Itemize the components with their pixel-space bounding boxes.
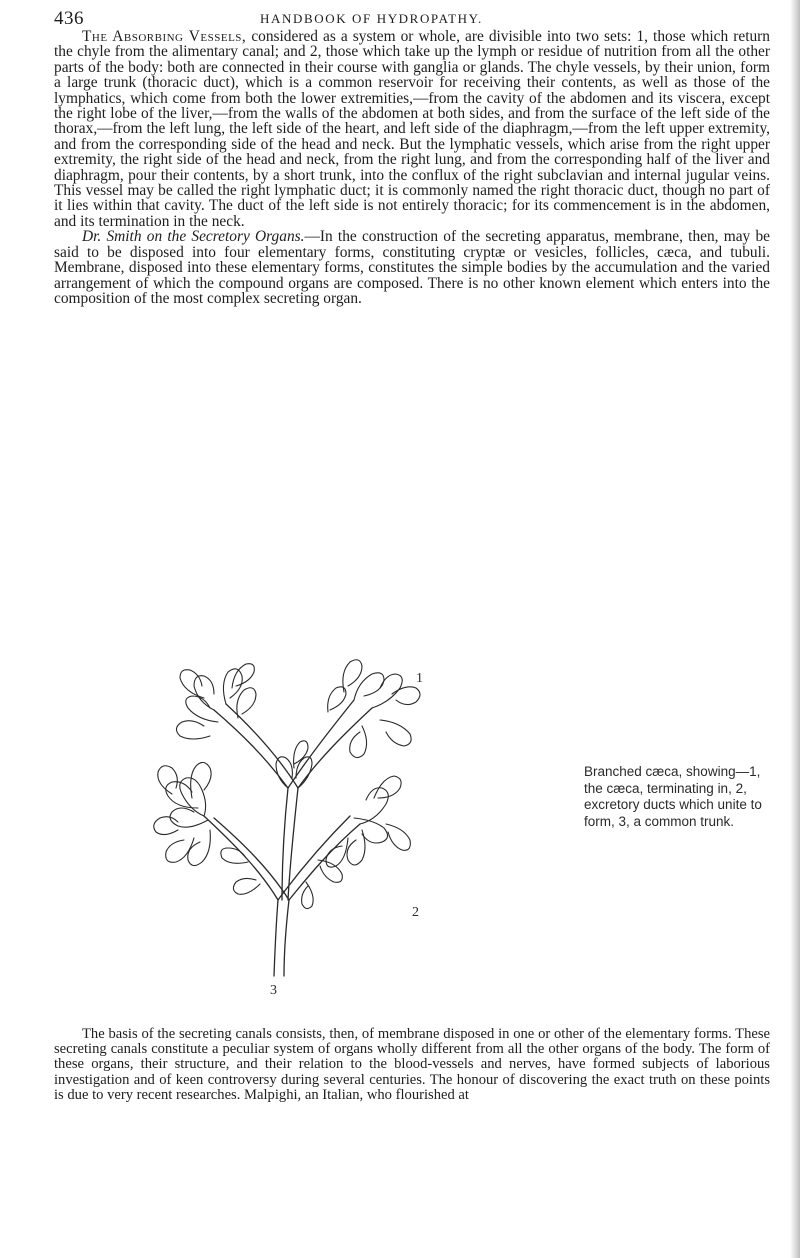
caeca-cluster-left (154, 762, 211, 865)
page-header (54, 6, 770, 28)
page-edge-shadow (790, 0, 800, 1258)
caeca-cluster-top-left (176, 664, 256, 739)
page-number: 436 (54, 8, 84, 29)
common-trunk (274, 900, 289, 976)
paragraph-secreting-canals: The basis of the secreting canals consists, then, of membrane disposed in one or other of the elementary forms. These secreting canals constitute a peculiar system of organs wholly different from all the other organs of the body. The form of these organs, their structure, and their relation to the blood-vessels and nerves, have formed subjects of laborious investigation and of keen controversy during several centuries. The honour of discovering the exact truth on these points is due to very recent researches. Malpighi, an Italian, who flourished at (54, 1026, 770, 1103)
running-head: HANDBOOK OF HYDROPATHY. (260, 11, 483, 26)
excretory-duct-upper-right (288, 700, 372, 788)
paragraph-body: —In the construction of the secreting apparatus, membrane, then, may be said to be disposed into four elementary forms, constituting cryptæ or vesicles, follicles, cæca, and tubuli. Membrane, disposed into these elementary forms, constitutes the simple bodies by the accumulation and the varied arrangement of which the compound organs are composed. There is no other known element which enters into the composition of the most complex secreting organ. (54, 228, 770, 307)
excretory-duct-upper-left (214, 704, 298, 788)
top-text-block (54, 29, 770, 306)
bottom-text-block (54, 1027, 770, 1103)
figure-label-3: 3 (270, 983, 277, 998)
paragraph-lead-italic: Dr. Smith on the Secretory Organs. (82, 228, 305, 246)
paragraph-body: considered as a system or whole, are divisible into two sets: 1, those which return the chyle from the alimentary canal; and 2, those which take up the lymph or residue of nutrition from all the other parts of the body: both are connected in their course with ganglia or glands. The chyle vessels, by their union, form a large trunk (thoracic duct), which is a common reservoir for receiving their contents, as well as those of the lymphatics, which come from both the lower extremities,—from the cavity of the abdomen and its viscera, except the right lobe of the liver,—from the walls of the abdomen at both sides, and from the surface of the left side of the thorax,—from the left lung, the left side of the heart, and left side of the diaphragm,—from the left upper extremity, and from the corresponding side of the head and neck. But the lymphatic vessels, which arise from the right upper extremity, the right side of the head and neck, from the right lung, and from the corresponding half of the liver and diaphragm, pour their contents, by a short trunk, into the conflux of the right subclavian and internal jugular veins. This vessel may be called the right lymphatic duct; it is commonly named the right thoracic duct, though no part of it lies within that cavity. The duct of the left side is not entirely thoracic; for its commencement is in the abdomen, and its termination in the neck. (54, 28, 770, 230)
caeca-cluster-right (326, 776, 410, 867)
figure-label-2: 2 (412, 905, 419, 920)
figure-caption: Branched cæca, showing—1, the cæca, terminating in, 2, excretory ducts which unite to form, 3, a common trunk. (584, 764, 762, 829)
caeca-cluster-top-right (328, 660, 420, 758)
paragraph-secretory-organs (54, 229, 770, 306)
paragraph-absorbing-vessels (54, 29, 770, 229)
paragraph-lead: The Absorbing Vessels, (82, 28, 247, 45)
figure-label-1: 1 (416, 671, 423, 686)
branched-caeca-figure (148, 648, 428, 998)
